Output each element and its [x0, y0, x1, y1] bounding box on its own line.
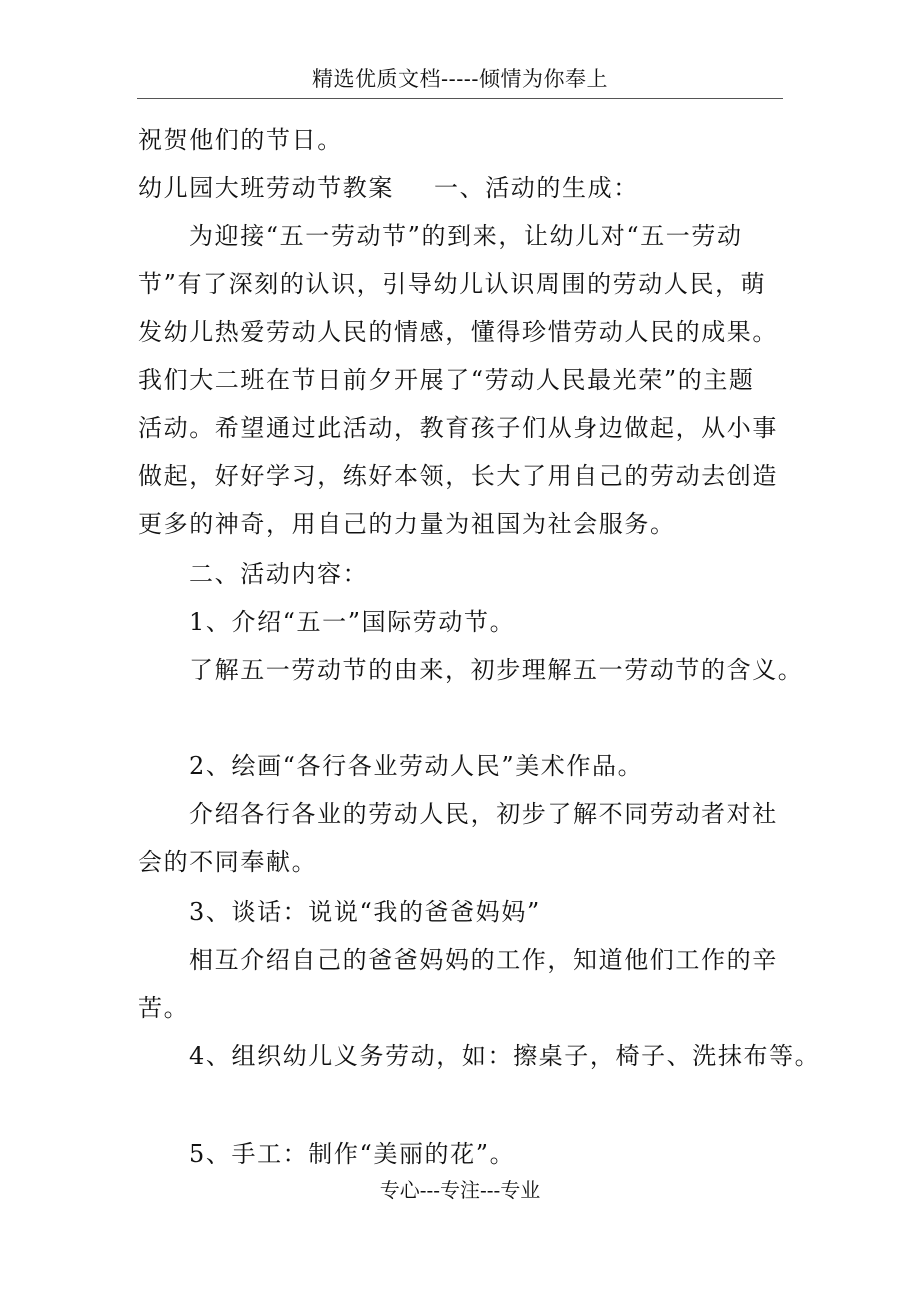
body-line-7: 活动。希望通过此活动，教育孩子们从身边做起，从小事: [138, 414, 778, 442]
item-2-heading: 2、绘画“各行各业劳动人民”美术作品。: [189, 752, 644, 780]
body-line-9: 更多的神奇，用自己的力量为祖国为社会服务。: [138, 510, 676, 538]
item-3-text-line-2: 苦。: [138, 994, 190, 1022]
item-3-text-line-1: 相互介绍自己的爸爸妈妈的工作，知道他们工作的辛: [189, 946, 778, 974]
item-3-heading: 3、谈话：说说“我的爸爸妈妈”: [189, 898, 541, 926]
header-divider: [137, 98, 783, 99]
body-line-3: 为迎接“五一劳动节”的到来，让幼儿对“五一劳动: [189, 222, 743, 250]
page-header-title: 精选优质文档-----倾情为你奉上: [312, 67, 608, 91]
body-line-2: [138, 172, 639, 204]
item-5-heading: 5、手工：制作“美丽的花”。: [189, 1140, 516, 1168]
body-line-6: 我们大二班在节日前夕开展了“劳动人民最光荣”的主题: [138, 366, 755, 394]
body-line-8: 做起，好好学习，练好本领，长大了用自己的劳动去创造: [138, 462, 778, 490]
section-heading-1: 一、活动的生成：: [434, 174, 639, 202]
item-2-text-line-2: 会的不同奉献。: [138, 848, 318, 876]
item-1-text: 了解五一劳动节的由来，初步理解五一劳动节的含义。: [189, 656, 804, 684]
item-1-heading: 1、介绍“五一”国际劳动节。: [189, 608, 516, 636]
item-4-heading: 4、组织幼儿义务劳动，如：擦桌子，椅子、洗抹布等。: [189, 1042, 821, 1070]
page-footer: 专心---专注---专业: [379, 1178, 541, 1202]
body-line-1: 祝贺他们的节日。: [138, 126, 343, 154]
body-line-5: 发幼儿热爱劳动人民的情感，懂得珍惜劳动人民的成果。: [138, 318, 778, 346]
body-line-4: 节”有了深刻的认识，引导幼儿认识周围的劳动人民，萌: [138, 270, 767, 298]
item-2-text-line-1: 介绍各行各业的劳动人民，初步了解不同劳动者对社: [189, 800, 778, 828]
section-heading-2: 二、活动内容：: [189, 560, 369, 588]
document-title: 幼儿园大班劳动节教案: [138, 174, 394, 202]
